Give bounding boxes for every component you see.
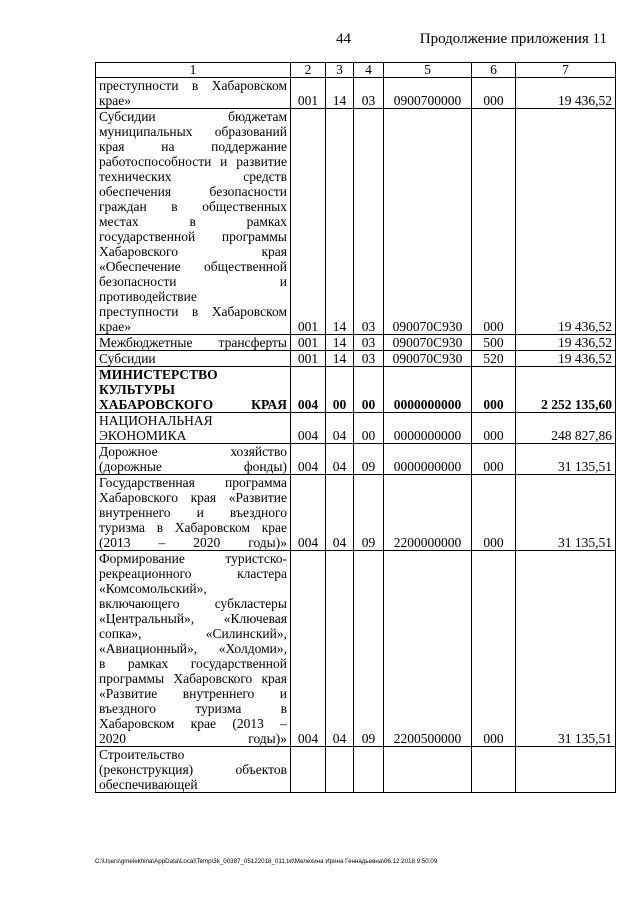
- description-line: въездного туризма в: [99, 701, 287, 716]
- description-line: государственной программы: [99, 229, 287, 244]
- row-description: [96, 351, 291, 367]
- table-row: [96, 351, 616, 367]
- description-line: КУЛЬТУРЫ: [99, 382, 176, 397]
- description-line: работоспособности и развитие: [99, 154, 287, 169]
- target-article-code: [384, 747, 472, 793]
- description-line: в рамках государственной: [99, 656, 287, 671]
- amount: 19 436,52: [516, 335, 616, 351]
- description-line: граждан в общественных: [99, 199, 287, 214]
- description-line: Государственная программа: [99, 475, 287, 490]
- amount: 19 436,52: [516, 351, 616, 367]
- description-line: «Развитие внутреннего и: [99, 686, 287, 701]
- row-description: [96, 367, 291, 413]
- row-description: [96, 109, 291, 335]
- expense-type-code: 000: [472, 444, 516, 475]
- amount: 19 436,52: [516, 78, 616, 109]
- amount: [516, 747, 616, 793]
- description-line: «Обеспечение общественной: [99, 259, 287, 274]
- row-description: [96, 413, 291, 444]
- description-line: обеспечивающей: [99, 777, 198, 792]
- admin-code: 001: [291, 109, 326, 335]
- target-article-code: 0000000000: [384, 444, 472, 475]
- column-header: 7: [516, 63, 616, 78]
- target-article-code: 090070С930: [384, 109, 472, 335]
- description-line: сопка», «Силинский»,: [99, 626, 287, 641]
- description-line: местах в рамках: [99, 214, 287, 229]
- column-header: 6: [472, 63, 516, 78]
- description-line: (реконструкция) объектов: [99, 762, 287, 777]
- description-line: Субсидии: [99, 351, 156, 366]
- amount: 31 135,51: [516, 475, 616, 551]
- table-row: [96, 335, 616, 351]
- admin-code: 004: [291, 475, 326, 551]
- description-line: «Центральный», «Ключевая: [99, 611, 287, 626]
- description-line: ХАБАРОВСКОГО КРАЯ: [99, 397, 287, 412]
- section-code: 04: [326, 444, 354, 475]
- subsection-code: 03: [354, 109, 384, 335]
- column-header: 3: [326, 63, 354, 78]
- admin-code: 004: [291, 367, 326, 413]
- description-line: рекреационного кластера: [99, 566, 287, 581]
- continuation-label: Продолжение приложения 11: [419, 31, 607, 47]
- description-line: включающего субкластеры: [99, 596, 287, 611]
- expense-type-code: [472, 747, 516, 793]
- subsection-code: 09: [354, 551, 384, 747]
- subsection-code: 03: [354, 335, 384, 351]
- description-line: НАЦИОНАЛЬНАЯ: [99, 413, 213, 428]
- description-line: крае»: [99, 93, 132, 108]
- subsection-code: 00: [354, 413, 384, 444]
- description-line: безопасности и: [99, 274, 287, 289]
- description-line: ЭКОНОМИКА: [99, 428, 187, 443]
- description-line: муниципальных образований: [99, 124, 287, 139]
- expense-type-code: 000: [472, 78, 516, 109]
- description-line: Строительство: [99, 747, 185, 762]
- table-row: [96, 78, 616, 109]
- target-article-code: 090070С930: [384, 335, 472, 351]
- row-description: [96, 475, 291, 551]
- target-article-code: 2200500000: [384, 551, 472, 747]
- table-header-row: [96, 63, 616, 78]
- subsection-code: [354, 747, 384, 793]
- expense-type-code: 000: [472, 475, 516, 551]
- admin-code: 001: [291, 78, 326, 109]
- description-line: (дорожные фонды): [99, 459, 287, 474]
- amount: 248 827,86: [516, 413, 616, 444]
- description-line: Хабаровского края: [99, 244, 287, 259]
- table-row: [96, 747, 616, 793]
- description-line: «Комсомольский»,: [99, 581, 207, 596]
- section-code: 14: [326, 78, 354, 109]
- expense-type-code: 500: [472, 335, 516, 351]
- target-article-code: 0000000000: [384, 413, 472, 444]
- admin-code: 001: [291, 351, 326, 367]
- target-article-code: 0000000000: [384, 367, 472, 413]
- amount: 31 135,51: [516, 444, 616, 475]
- subsection-code: 09: [354, 444, 384, 475]
- column-header: 1: [96, 63, 291, 78]
- amount: 19 436,52: [516, 109, 616, 335]
- section-code: 04: [326, 413, 354, 444]
- description-line: крае»: [99, 319, 132, 334]
- target-article-code: 0900700000: [384, 78, 472, 109]
- table-row: [96, 551, 616, 747]
- row-description: [96, 444, 291, 475]
- admin-code: 004: [291, 551, 326, 747]
- admin-code: 004: [291, 444, 326, 475]
- table-row: [96, 367, 616, 413]
- table-row: [96, 413, 616, 444]
- subsection-code: 00: [354, 367, 384, 413]
- target-article-code: 2200000000: [384, 475, 472, 551]
- description-line: Субсидии бюджетам: [99, 109, 287, 124]
- description-line: «Авиационный», «Холдоми»,: [99, 641, 287, 656]
- expense-type-code: 520: [472, 351, 516, 367]
- subsection-code: 03: [354, 78, 384, 109]
- row-description: [96, 551, 291, 747]
- column-header: 5: [384, 63, 472, 78]
- description-line: туризма в Хабаровском крае: [99, 520, 287, 535]
- row-description: [96, 78, 291, 109]
- table-row: [96, 475, 616, 551]
- description-line: программы Хабаровского края: [99, 671, 287, 686]
- budget-table: [95, 62, 616, 793]
- section-code: 14: [326, 109, 354, 335]
- description-line: противодействие: [99, 289, 197, 304]
- description-line: преступности в Хабаровском: [99, 78, 287, 93]
- description-line: 2020 годы)»: [99, 731, 287, 746]
- table-body: [96, 78, 616, 793]
- section-code: 14: [326, 335, 354, 351]
- section-code: 04: [326, 551, 354, 747]
- table-row: [96, 109, 616, 335]
- file-path-footer: C:\Users\gmelekhina\AppData\Local\Temp\3k_00387_05122018_011.txt\Мелехина Ирина Геннадьевна\06.12.2018 9:50:09: [95, 858, 438, 865]
- description-line: Формирование туристско-: [99, 551, 287, 566]
- description-line: Дорожное хозяйство: [99, 444, 287, 459]
- target-article-code: 090070С930: [384, 351, 472, 367]
- expense-type-code: 000: [472, 413, 516, 444]
- admin-code: 001: [291, 335, 326, 351]
- page-number: 44: [336, 31, 351, 47]
- description-line: преступности в Хабаровском: [99, 304, 287, 319]
- description-line: обеспечения безопасности: [99, 184, 287, 199]
- description-line: (2013 – 2020 годы)»: [99, 535, 287, 550]
- section-code: 00: [326, 367, 354, 413]
- column-header: 2: [291, 63, 326, 78]
- section-code: [326, 747, 354, 793]
- description-line: Хабаровского края «Развитие: [99, 490, 287, 505]
- description-line: технических средств: [99, 169, 287, 184]
- table-row: [96, 444, 616, 475]
- description-line: внутреннего и въездного: [99, 505, 287, 520]
- description-line: края на поддержание: [99, 139, 287, 154]
- column-header: 4: [354, 63, 384, 78]
- admin-code: [291, 747, 326, 793]
- expense-type-code: 000: [472, 109, 516, 335]
- description-line: МИНИСТЕРСТВО: [99, 367, 218, 382]
- expense-type-code: 000: [472, 367, 516, 413]
- amount: 2 252 135,60: [516, 367, 616, 413]
- admin-code: 004: [291, 413, 326, 444]
- description-line: Хабаровском крае (2013 –: [99, 716, 287, 731]
- amount: 31 135,51: [516, 551, 616, 747]
- subsection-code: 03: [354, 351, 384, 367]
- section-code: 04: [326, 475, 354, 551]
- description-line: Межбюджетные трансферты: [99, 335, 287, 350]
- subsection-code: 09: [354, 475, 384, 551]
- row-description: [96, 747, 291, 793]
- row-description: [96, 335, 291, 351]
- section-code: 14: [326, 351, 354, 367]
- expense-type-code: 000: [472, 551, 516, 747]
